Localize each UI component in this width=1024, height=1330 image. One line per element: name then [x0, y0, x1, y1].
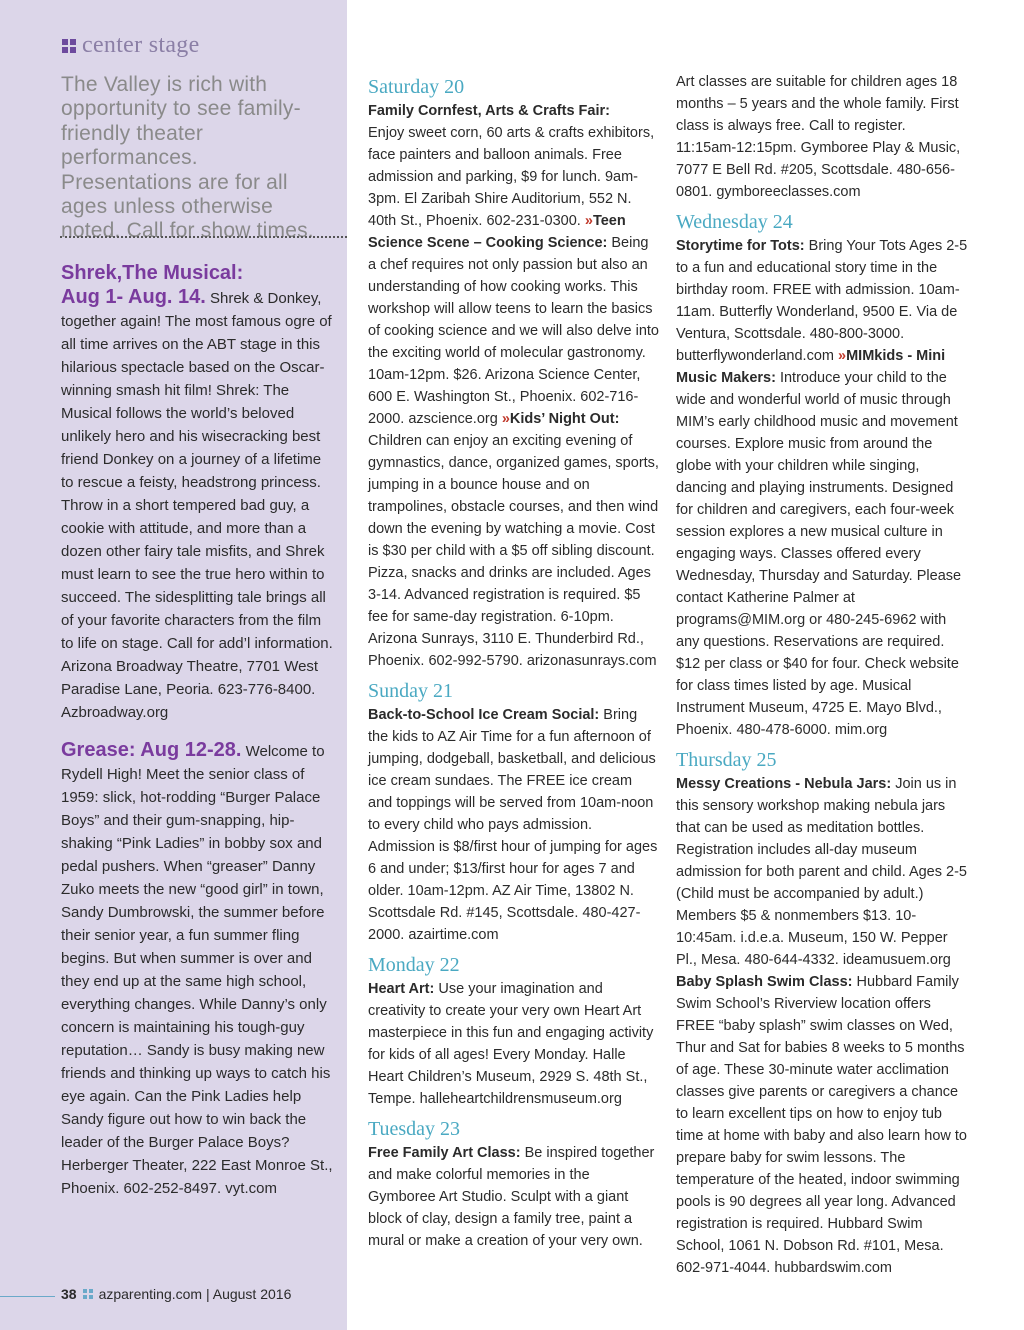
intro-text: The Valley is rich with opportunity to see family-friendly theater performances. Presentations are for all ages unless otherwise noted. Call for show times. — [61, 73, 314, 243]
event-body: Hubbard Family Swim School’s Riverview location offers FREE “baby splash” swim classes on Wed, Thur and Sat for babies 8 weeks to 5 months of age. These 30-minute water acclimation classes give parents or caregivers a chance to learn excellent tips on how to enjoy tub time at home with baby and also learn how to prepare baby for swim lessons. The temperature of the heated, indoor swimming pools is 90 degrees all year long. Advanced registration is required. Hubbard Swim School, 1061 N. Dobson Rd. #101, Mesa. 602-971-4044. hubbardswim.com — [676, 974, 967, 1276]
grid-squares-icon — [83, 1289, 93, 1299]
chevron-right-icon: » — [501, 411, 510, 427]
event-title: Messy Creations - Nebula Jars: — [676, 776, 892, 792]
event-title: Back-to-School Ice Cream Social: — [368, 707, 600, 723]
event-block — [676, 773, 968, 1279]
event-title: Teen Science Scene – Cooking Science: — [368, 213, 626, 251]
event-title: Kids’ Night Out: — [509, 411, 620, 427]
day-heading: Wednesday 24 — [676, 211, 793, 233]
event-block — [368, 978, 660, 1110]
event-body: Enjoy sweet corn, 60 arts & crafts exhibitors, face painters and balloon animals. Free admission and parking, $9 for lunch. 9am-3pm. El Zaribah Shire Auditorium, 552 N. 40th St., Phoenix. 602-231-0300. — [368, 125, 655, 229]
show-title: Grease: Aug 12-28. — [61, 739, 242, 761]
footer-issue: | August 2016 — [205, 1286, 292, 1302]
event-body: Bring the kids to AZ Air Time for a fun afternoon of jumping, dodgeball, basketball, and delicious ice cream sundaes. The FREE ice cream and toppings will be served from 10am-noon to every child who pays admission. Admission is $8/first hour of jumping for ages 6 and under; $13/first hour for ages 7 and older. 10am-12pm. AZ Air Time, 13802 N. Scottsdale Rd. #145, Scottsdale. 480-427-2000. azairtime.com — [368, 707, 658, 943]
events-column-2 — [368, 74, 660, 1252]
day-heading: Sunday 21 — [368, 680, 453, 702]
sidebar-panel — [0, 0, 347, 1330]
event-title: Storytime for Tots: — [676, 238, 805, 254]
show-grease — [61, 739, 333, 1200]
event-title: MIMkids - Mini Music Makers: — [676, 348, 946, 386]
show-shrek — [61, 262, 333, 724]
chevron-right-icon: » — [838, 348, 847, 364]
event-body: Bring Your Tots Ages 2-5 to a fun and educational story time in the birthday room. FREE with admission. 10am-11am. Butterfly Wonderland, 9500 E. Via de Ventura, Scottsdale. 480-800-3000. butterflywonderland.com — [676, 238, 968, 364]
page-footer — [0, 1286, 347, 1306]
footer-rule — [0, 1296, 55, 1297]
event-body: Children can enjoy an exciting evening of gymnastics, dance, organized games, sports, jumping in a bounce house and on trampolines, obstacle courses, and then wind down the evening by watching a movie. Cost is $30 per child with a $5 off sibling discount. Pizza, snacks and drinks are included. Ages 3-14. Advanced registration is required. $5 fee for same-day registration. 6-10pm. Arizona Sunrays, 3110 E. Thunderbird Rd., Phoenix. 602-992-5790. arizonasunrays.com — [368, 433, 659, 669]
event-body: Art classes are suitable for children ages 18 months – 5 years and the whole family. First class is always free. Call to register. 11:15am-12:15pm. Gymboree Play & Music, 7077 E Bell Rd. #205, Scottsdale. 480-656-0801. gymboreeclasses.com — [676, 74, 961, 200]
section-header — [62, 32, 200, 59]
show-body: Shrek & Donkey, together again! The most famous ogre of all time arrives on the ABT stage in this hilarious spectacle based on the Oscar-winning smash hit film! Shrek: The Musical follows the world’s beloved unlikely hero and his wisecracking best friend Donkey on a journey of a lifetime to rescue a feisty, headstrong princess. Throw in a short tempered bad guy, a cookie with attitude, and more than a dozen other fairy tale misfits, and Shrek must learn to see the true hero within to succeed. The sidesplitting tale brings all of your favorite characters from the film to life on stage. Call for add’l information. Arizona Broadway Theatre, 7701 West Paradise Lane, Peoria. 623-776-8400. Azbroadway.org — [61, 290, 333, 721]
day-heading: Monday 22 — [368, 954, 460, 976]
event-body: Introduce your child to the wide and wonderful world of music through MIM’s early childhood music and movement courses. Explore music from around the globe with your children while singing, dancing and playing instruments. Designed for children and caregivers, each four-week session explores a new musical culture in engaging ways. Classes offered every Wednesday, Thursday and Saturday. Please contact Katherine Palmer at programs@MIM.org or 480-245-6962 with any questions. Reservations are required. $12 per class or $40 for four. Check website for class times listed by age. Musical Instrument Museum, 4725 E. Mayo Blvd., Phoenix. 480-478-6000. mim.org — [676, 370, 962, 738]
event-block — [368, 704, 660, 946]
dotted-divider — [60, 236, 347, 238]
event-body: Join us in this sensory workshop making nebula jars that can be used as meditation bottles. Registration includes all-day museum admission for both parent and child. Ages 2-5 (Child must be accompanied by adult.) Members $5 & nonmembers $13. 10-10:45am. i.d.e.a. Museum, 150 W. Pepper Pl., Mesa. 480-644-4332. ideamusuem.org — [676, 776, 967, 968]
event-block — [368, 100, 660, 672]
day-heading: Tuesday 23 — [368, 1118, 461, 1140]
grid-squares-icon — [62, 39, 76, 53]
event-title: Free Family Art Class: — [368, 1145, 521, 1161]
event-title: Heart Art: — [368, 981, 435, 997]
events-column-3 — [676, 71, 968, 1279]
show-title: Shrek,The Musical: — [61, 262, 244, 284]
event-body: Use your imagination and creativity to create your very own Heart Art masterpiece in this fun and engaging activity for kids of all ages! Every Monday. Halle Heart Children’s Museum, 2929 S. 48th St., Tempe. halleheartchildrensmuseum.org — [368, 981, 654, 1107]
event-block — [368, 1142, 660, 1252]
page-number: 38 — [61, 1286, 77, 1302]
day-heading: Saturday 20 — [368, 76, 465, 98]
chevron-right-icon: » — [584, 213, 593, 229]
day-heading: Thursday 25 — [676, 749, 777, 771]
show-body: Welcome to Rydell High! Meet the senior class of 1959: slick, hot-rodding “Burger Palace Boys” and their gum-snapping, hip-shaking “Pink Ladies” in bobby sox and pedal pushers. When “greaser” Danny Zuko meets the new “good girl” in town, Sandy Dumbrowski, the summer before their senior year, a fun summer fling begins. But when summer is over and they end up at the same high school, everything changes. While Danny’s only concern is maintaining his tough-guy reputation… Sandy is busy making new friends and thinking up ways to catch his eye again. Can the Pink Ladies help Sandy figure out how to win back the leader of the Burger Palace Boys? Herberger Theater, 222 East Monroe St., Phoenix. 602-252-8497. vyt.com — [61, 743, 333, 1197]
event-body: Being a chef requires not only passion but also an understanding of how cooking works. This workshop will allow teens to learn the basics of cooking science and we will also delve into the exciting world of molecular gastronomy. 10am-12pm. $26. Arizona Science Center, 600 E. Washington St., Phoenix. 602-716-2000. azscience.org — [368, 235, 659, 427]
section-title: center stage — [82, 32, 200, 58]
event-block — [676, 235, 968, 741]
footer-site: azparenting.com — [98, 1286, 203, 1302]
event-title: Family Cornfest, Arts & Crafts Fair: — [368, 103, 610, 119]
event-body: Be inspired together and make colorful memories in the Gymboree Art Studio. Sculpt with a giant block of clay, design a family tree, paint a mural or make a creation of your very own. — [368, 1145, 655, 1249]
event-title: Baby Splash Swim Class: — [676, 974, 853, 990]
show-dates: Aug 1- Aug. 14. — [61, 286, 206, 308]
